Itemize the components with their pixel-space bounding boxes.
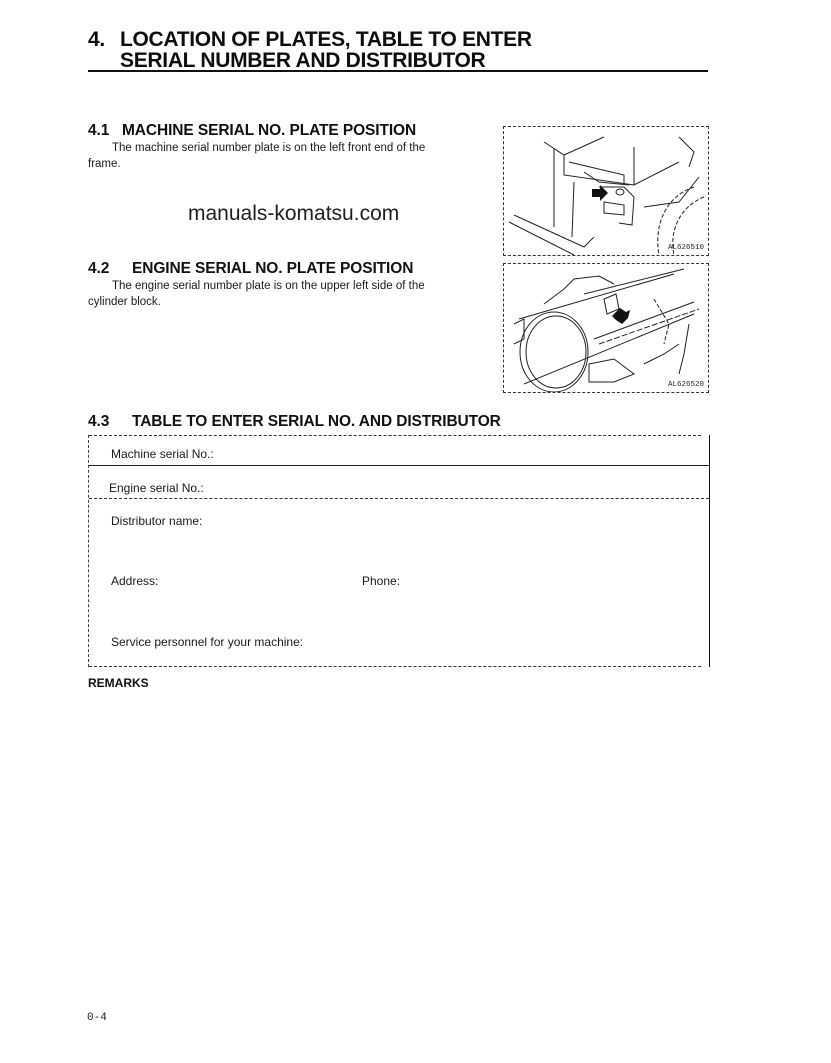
title-line-1: LOCATION OF PLATES, TABLE TO ENTER — [120, 28, 532, 51]
address-label: Address: — [111, 574, 159, 588]
service-personnel-label: Service personnel for your machine: — [111, 635, 304, 649]
section-number: 4.2 — [88, 260, 110, 277]
section-4-2-text — [88, 278, 498, 310]
form-top-border — [89, 435, 701, 436]
title-line-2: SERIAL NUMBER AND DISTRIBUTOR — [120, 49, 486, 72]
service-personnel-field[interactable] — [339, 633, 689, 653]
phone-label: Phone: — [362, 574, 401, 588]
text-line: The machine serial number plate is on the left front end of the — [112, 142, 426, 154]
section-4-1-text — [88, 140, 498, 172]
figure-label: AL626510 — [667, 244, 704, 252]
serial-distributor-form — [88, 435, 710, 667]
chapter-number: 4. — [88, 28, 105, 51]
section-4-2-heading — [88, 260, 413, 278]
watermark: manuals-komatsu.com — [188, 202, 400, 225]
machine-serial-plate-figure — [503, 126, 709, 256]
title-underline — [88, 70, 708, 72]
page-title — [88, 29, 532, 71]
section-4-3-heading — [88, 413, 501, 431]
text-line: The engine serial number plate is on the upper left side of the — [112, 280, 425, 292]
section-title: MACHINE SERIAL NO. PLATE POSITION — [122, 122, 417, 139]
section-number: 4.1 — [88, 122, 110, 139]
text-line: frame. — [88, 158, 121, 170]
section-title: ENGINE SERIAL NO. PLATE POSITION — [132, 260, 414, 277]
distributor-name-label: Distributor name: — [111, 514, 203, 528]
section-title: TABLE TO ENTER SERIAL NO. AND DISTRIBUTOR — [132, 413, 501, 430]
section-4-1-heading — [88, 122, 416, 140]
address-field[interactable] — [167, 572, 347, 622]
section-number: 4.3 — [88, 413, 110, 430]
distributor-name-field[interactable] — [209, 512, 689, 552]
engine-block-illustration-icon — [504, 264, 708, 392]
machine-serial-label: Machine serial No.: — [111, 447, 214, 461]
machine-frame-illustration-icon — [504, 127, 708, 255]
text-line: cylinder block. — [88, 296, 161, 308]
engine-serial-plate-figure — [503, 263, 709, 393]
figure-label: AL626520 — [667, 381, 704, 389]
page-number: 0-4 — [87, 1012, 107, 1024]
engine-serial-field[interactable] — [89, 498, 709, 499]
phone-field[interactable] — [409, 572, 689, 592]
remarks-heading: REMARKS — [88, 676, 149, 690]
form-bottom-border — [89, 666, 701, 667]
engine-serial-label: Engine serial No.: — [109, 481, 204, 495]
machine-serial-field[interactable] — [89, 465, 709, 466]
